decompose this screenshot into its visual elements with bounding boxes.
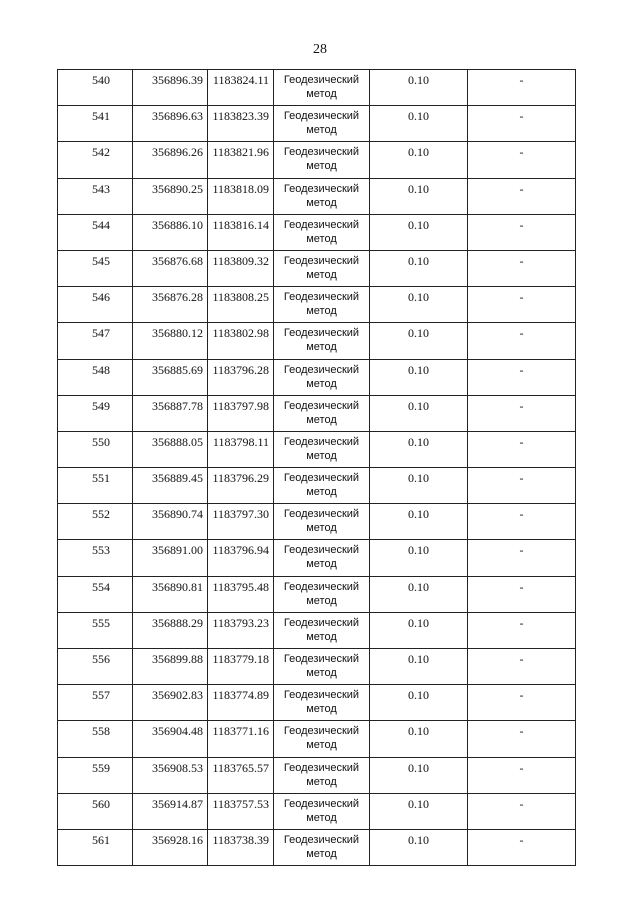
point-number-cell-text: 541 [92,109,110,124]
point-number-cell [58,287,133,323]
point-number-cell [58,721,133,757]
point-number-cell-text: 558 [92,724,110,739]
x-coordinate-cell-text: 356928.16 [152,832,203,847]
note-cell-text: - [519,253,524,268]
x-coordinate-cell [133,793,208,829]
note-cell-text: - [519,507,524,522]
method-cell-text: Геодезический метод [283,616,360,643]
method-cell-text: Геодезический метод [283,653,360,679]
point-number-cell [58,540,133,576]
method-cell [274,612,370,648]
method-cell [274,395,370,431]
note-cell-text: - [519,434,524,449]
x-coordinate-cell-text: 356886.10 [152,217,203,232]
y-coordinate-cell [208,106,274,142]
accuracy-cell-text: 0.10 [408,615,429,630]
accuracy-cell-text: 0.10 [408,471,429,486]
accuracy-cell-text: 0.10 [408,688,429,703]
method-cell-text: Геодезический метод [283,218,360,245]
point-number-cell [58,214,133,250]
method-cell-text: Геодезический метод [283,472,360,499]
accuracy-cell [370,793,468,829]
note-cell [468,504,576,540]
point-number-cell [58,359,133,395]
point-number-cell [58,793,133,829]
y-coordinate-cell-text: 1183802.98 [212,326,269,341]
x-coordinate-cell-text: 356889.45 [152,471,203,486]
x-coordinate-cell-text: 356890.74 [152,507,203,522]
method-cell [274,649,370,685]
table-row [58,829,576,865]
method-cell-text: Геодезический метод [283,146,360,173]
y-coordinate-cell [208,757,274,793]
point-number-cell [58,395,133,431]
note-cell-text: - [519,73,524,87]
x-coordinate-cell [133,685,208,721]
accuracy-cell [370,757,468,793]
x-coordinate-cell [133,323,208,359]
point-number-cell-text: 552 [92,507,110,522]
point-number-cell-text: 547 [92,326,110,341]
note-cell [468,431,576,467]
x-coordinate-cell [133,395,208,431]
x-coordinate-cell [133,504,208,540]
y-coordinate-cell [208,395,274,431]
accuracy-cell [370,504,468,540]
x-coordinate-cell-text: 356891.00 [152,543,203,558]
point-number-cell [58,431,133,467]
point-number-cell-text: 550 [92,434,110,449]
note-cell-text: - [519,832,524,847]
note-cell [468,685,576,721]
method-cell [274,576,370,612]
accuracy-cell-text: 0.10 [408,652,429,666]
table-row [58,287,576,323]
x-coordinate-cell [133,142,208,178]
method-cell-text: Геодезический метод [283,110,360,137]
x-coordinate-cell-text: 356896.39 [152,73,203,87]
method-cell [274,504,370,540]
point-number-cell-text: 548 [92,362,110,377]
method-cell [274,70,370,106]
x-coordinate-cell [133,431,208,467]
table-row [58,576,576,612]
method-cell-text: Геодезический метод [283,544,360,571]
accuracy-cell [370,178,468,214]
accuracy-cell-text: 0.10 [408,543,429,558]
table-row [58,250,576,286]
x-coordinate-cell-text: 356888.29 [152,615,203,630]
x-coordinate-cell-text: 356890.81 [152,579,203,594]
x-coordinate-cell-text: 356890.25 [152,181,203,196]
point-number-cell-text: 544 [92,217,110,232]
table-row [58,504,576,540]
accuracy-cell-text: 0.10 [408,796,429,811]
method-cell-text: Геодезический метод [283,254,360,281]
accuracy-cell-text: 0.10 [408,362,429,377]
method-cell [274,359,370,395]
point-number-cell-text: 545 [92,253,110,268]
y-coordinate-cell [208,431,274,467]
accuracy-cell-text: 0.10 [408,73,429,87]
note-cell-text: - [519,398,524,413]
y-coordinate-cell-text: 1183818.09 [212,181,269,196]
note-cell-text: - [519,652,524,666]
method-cell [274,323,370,359]
method-cell-text: Геодезический метод [283,689,360,716]
method-cell [274,468,370,504]
point-number-cell-text: 555 [92,615,110,630]
x-coordinate-cell-text: 356902.83 [152,688,203,703]
accuracy-cell [370,829,468,865]
method-cell-text: Геодезический метод [283,291,360,318]
note-cell-text: - [519,217,524,232]
point-number-cell-text: 549 [92,398,110,413]
x-coordinate-cell-text: 356880.12 [152,326,203,341]
x-coordinate-cell [133,757,208,793]
accuracy-cell [370,142,468,178]
note-cell-text: - [519,471,524,486]
y-coordinate-cell [208,142,274,178]
x-coordinate-cell [133,359,208,395]
note-cell [468,178,576,214]
accuracy-cell-text: 0.10 [408,326,429,341]
table-row [58,468,576,504]
y-coordinate-cell [208,793,274,829]
method-cell-text: Геодезический метод [283,74,360,100]
y-coordinate-cell-text: 1183738.39 [212,832,269,847]
x-coordinate-cell-text: 356888.05 [152,434,203,449]
y-coordinate-cell-text: 1183808.25 [212,290,269,305]
y-coordinate-cell [208,287,274,323]
y-coordinate-cell [208,829,274,865]
table-row [58,757,576,793]
x-coordinate-cell [133,721,208,757]
point-number-cell-text: 559 [92,760,110,775]
method-cell [274,178,370,214]
point-number-cell [58,649,133,685]
y-coordinate-cell [208,70,274,106]
method-cell-text: Геодезический метод [283,725,360,752]
point-number-cell-text: 557 [92,688,110,703]
method-cell-text: Геодезический метод [283,508,360,535]
x-coordinate-cell-text: 356908.53 [152,760,203,775]
note-cell-text: - [519,109,524,124]
x-coordinate-cell [133,250,208,286]
y-coordinate-cell [208,649,274,685]
x-coordinate-cell [133,540,208,576]
point-number-cell-text: 542 [92,145,110,160]
x-coordinate-cell-text: 356896.26 [152,145,203,160]
note-cell [468,359,576,395]
accuracy-cell [370,106,468,142]
table-row [58,793,576,829]
y-coordinate-cell-text: 1183795.48 [212,579,269,594]
y-coordinate-cell-text: 1183757.53 [212,796,269,811]
point-number-cell [58,106,133,142]
accuracy-cell [370,70,468,106]
y-coordinate-cell-text: 1183771.16 [212,724,269,739]
accuracy-cell-text: 0.10 [408,290,429,305]
note-cell-text: - [519,543,524,558]
x-coordinate-cell [133,287,208,323]
note-cell [468,468,576,504]
note-cell-text: - [519,796,524,811]
note-cell [468,214,576,250]
y-coordinate-cell-text: 1183779.18 [212,652,269,666]
note-cell-text: - [519,579,524,594]
table-row [58,70,576,106]
x-coordinate-cell [133,612,208,648]
point-number-cell [58,757,133,793]
table-row [58,612,576,648]
note-cell-text: - [519,760,524,775]
method-cell [274,793,370,829]
method-cell-text: Геодезический метод [283,363,360,390]
note-cell-text: - [519,181,524,196]
note-cell [468,829,576,865]
x-coordinate-cell [133,649,208,685]
note-cell [468,576,576,612]
point-number-cell [58,250,133,286]
point-number-cell [58,323,133,359]
x-coordinate-cell-text: 356914.87 [152,796,203,811]
method-cell [274,685,370,721]
table-row [58,685,576,721]
point-number-cell-text: 551 [92,471,110,486]
method-cell-text: Геодезический метод [283,761,360,788]
point-number-cell-text: 546 [92,290,110,305]
note-cell [468,70,576,106]
y-coordinate-cell-text: 1183793.23 [212,615,269,630]
method-cell [274,540,370,576]
note-cell-text: - [519,688,524,703]
point-number-cell-text: 540 [92,73,110,87]
point-number-cell [58,685,133,721]
method-cell [274,721,370,757]
method-cell-text: Геодезический метод [283,833,360,860]
accuracy-cell [370,359,468,395]
point-number-cell [58,142,133,178]
table-row [58,431,576,467]
x-coordinate-cell [133,70,208,106]
x-coordinate-cell [133,829,208,865]
note-cell-text: - [519,362,524,377]
y-coordinate-cell [208,468,274,504]
accuracy-cell [370,612,468,648]
table-row [58,359,576,395]
y-coordinate-cell [208,323,274,359]
accuracy-cell-text: 0.10 [408,109,429,124]
accuracy-cell-text: 0.10 [408,253,429,268]
note-cell-text: - [519,615,524,630]
x-coordinate-cell-text: 356885.69 [152,362,203,377]
accuracy-cell [370,250,468,286]
y-coordinate-cell-text: 1183797.30 [212,507,269,522]
accuracy-cell [370,431,468,467]
note-cell [468,106,576,142]
method-cell [274,757,370,793]
method-cell [274,287,370,323]
x-coordinate-cell [133,178,208,214]
point-number-cell [58,504,133,540]
method-cell [274,142,370,178]
method-cell-text: Геодезический метод [283,435,360,462]
coordinates-table [57,69,576,866]
y-coordinate-cell [208,214,274,250]
accuracy-cell-text: 0.10 [408,217,429,232]
x-coordinate-cell-text: 356876.68 [152,253,203,268]
page-number: 28 [313,42,327,57]
point-number-cell-text: 560 [92,796,110,811]
accuracy-cell [370,540,468,576]
accuracy-cell [370,323,468,359]
table-row [58,395,576,431]
table-row [58,106,576,142]
accuracy-cell-text: 0.10 [408,434,429,449]
y-coordinate-cell-text: 1183821.96 [212,145,269,160]
accuracy-cell [370,721,468,757]
note-cell-text: - [519,326,524,341]
y-coordinate-cell [208,721,274,757]
y-coordinate-cell [208,359,274,395]
x-coordinate-cell-text: 356887.78 [152,398,203,413]
y-coordinate-cell-text: 1183816.14 [212,217,269,232]
y-coordinate-cell-text: 1183796.94 [212,543,269,558]
point-number-cell [58,178,133,214]
method-cell-text: Геодезический метод [283,399,360,426]
table-row [58,649,576,685]
note-cell [468,757,576,793]
note-cell [468,323,576,359]
accuracy-cell-text: 0.10 [408,724,429,739]
accuracy-cell [370,576,468,612]
note-cell [468,649,576,685]
y-coordinate-cell-text: 1183809.32 [212,253,269,268]
accuracy-cell [370,214,468,250]
point-number-cell-text: 553 [92,543,110,558]
table-row [58,540,576,576]
y-coordinate-cell-text: 1183796.29 [212,471,269,486]
y-coordinate-cell [208,576,274,612]
table-row [58,214,576,250]
table-row [58,178,576,214]
y-coordinate-cell [208,250,274,286]
point-number-cell [58,468,133,504]
method-cell-text: Геодезический метод [283,327,360,354]
accuracy-cell [370,395,468,431]
note-cell [468,721,576,757]
note-cell [468,142,576,178]
accuracy-cell-text: 0.10 [408,760,429,775]
point-number-cell [58,576,133,612]
note-cell-text: - [519,290,524,305]
y-coordinate-cell-text: 1183765.57 [212,760,269,775]
method-cell-text: Геодезический метод [283,182,360,209]
table-row [58,142,576,178]
accuracy-cell [370,685,468,721]
note-cell [468,540,576,576]
y-coordinate-cell [208,540,274,576]
method-cell [274,250,370,286]
point-number-cell [58,70,133,106]
accuracy-cell-text: 0.10 [408,398,429,413]
table-row [58,323,576,359]
y-coordinate-cell [208,504,274,540]
method-cell [274,829,370,865]
y-coordinate-cell-text: 1183798.11 [212,434,269,449]
method-cell [274,431,370,467]
x-coordinate-cell-text: 356876.28 [152,290,203,305]
accuracy-cell-text: 0.10 [408,507,429,522]
y-coordinate-cell [208,612,274,648]
accuracy-cell-text: 0.10 [408,181,429,196]
x-coordinate-cell [133,106,208,142]
note-cell [468,793,576,829]
point-number-cell-text: 554 [92,579,110,594]
note-cell-text: - [519,724,524,739]
x-coordinate-cell-text: 356896.63 [152,109,203,124]
accuracy-cell [370,468,468,504]
y-coordinate-cell-text: 1183796.28 [212,362,269,377]
note-cell [468,287,576,323]
point-number-cell [58,612,133,648]
method-cell-text: Геодезический метод [283,580,360,607]
x-coordinate-cell-text: 356904.48 [152,724,203,739]
note-cell [468,395,576,431]
x-coordinate-cell [133,468,208,504]
method-cell-text: Геодезический метод [283,797,360,824]
y-coordinate-cell-text: 1183824.11 [212,73,269,87]
note-cell-text: - [519,145,524,160]
point-number-cell-text: 543 [92,181,110,196]
x-coordinate-cell [133,214,208,250]
y-coordinate-cell-text: 1183774.89 [212,688,269,703]
x-coordinate-cell-text: 356899.88 [152,652,203,666]
x-coordinate-cell [133,576,208,612]
accuracy-cell-text: 0.10 [408,145,429,160]
note-cell [468,250,576,286]
note-cell [468,612,576,648]
accuracy-cell [370,287,468,323]
coordinates-table-body [58,70,576,866]
accuracy-cell-text: 0.10 [408,579,429,594]
y-coordinate-cell-text: 1183797.98 [212,398,269,413]
table-row [58,721,576,757]
method-cell [274,106,370,142]
accuracy-cell-text: 0.10 [408,832,429,847]
point-number-cell-text: 561 [92,832,110,847]
method-cell [274,214,370,250]
point-number-cell-text: 556 [92,652,110,666]
y-coordinate-cell-text: 1183823.39 [212,109,269,124]
y-coordinate-cell [208,178,274,214]
accuracy-cell [370,649,468,685]
point-number-cell [58,829,133,865]
y-coordinate-cell [208,685,274,721]
